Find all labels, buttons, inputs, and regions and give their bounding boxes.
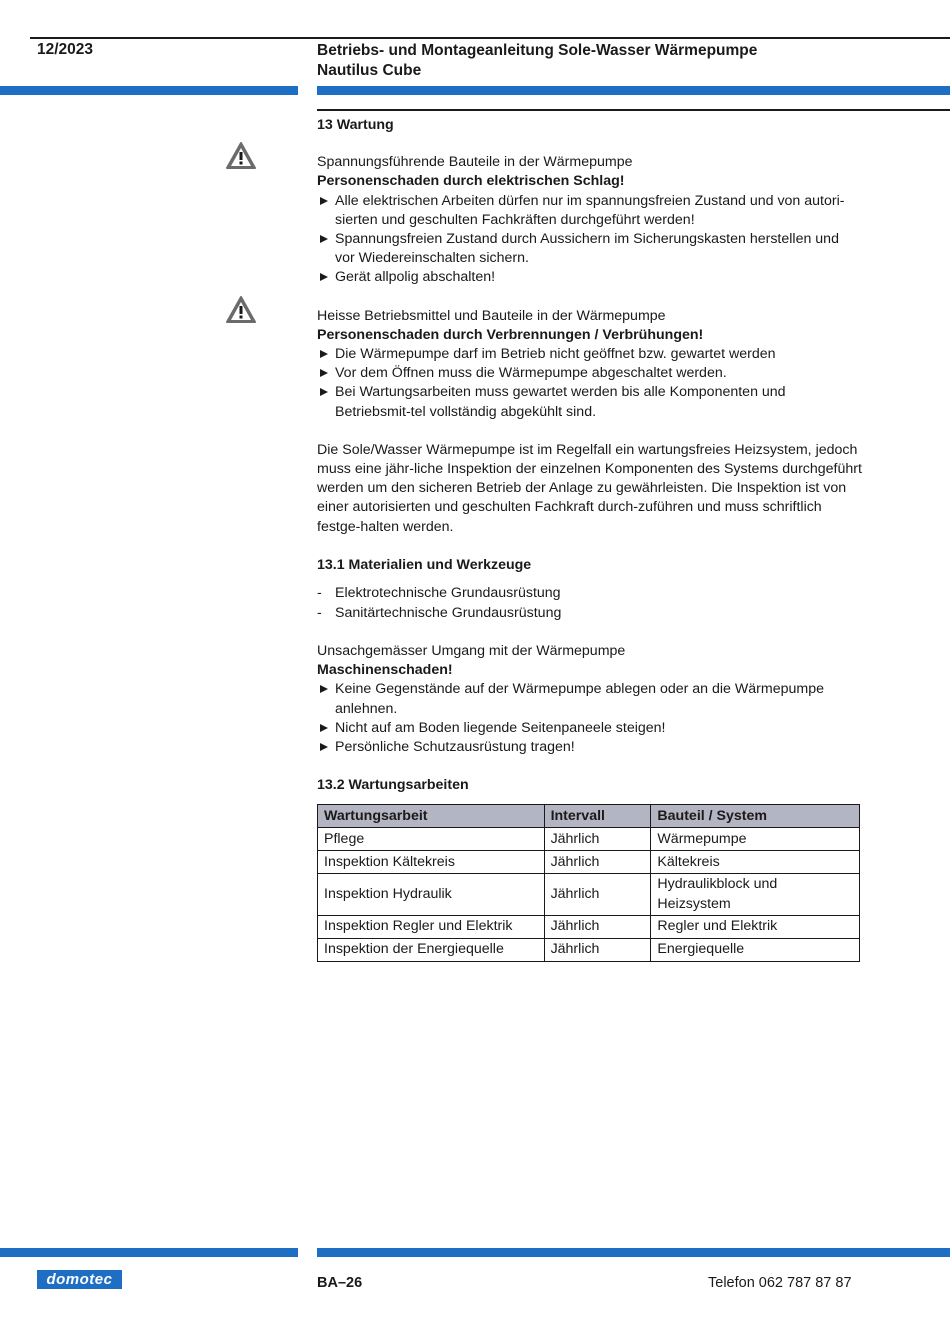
column-header: Intervall	[544, 805, 651, 828]
table-cell: Jährlich	[544, 828, 651, 851]
table-header-row	[318, 805, 860, 828]
table-row	[318, 828, 860, 851]
table-cell: Inspektion Hydraulik	[318, 874, 545, 915]
table-cell: Jährlich	[544, 938, 651, 961]
table-row	[318, 851, 860, 874]
warning-list	[317, 345, 862, 422]
notice-intro: Unsachgemässer Umgang mit der Wärmepumpe	[317, 643, 626, 660]
list-item: Nicht auf am Boden liegende Seitenpaneele steigen!	[317, 719, 862, 738]
list-item: Die Wärmepumpe darf im Betrieb nicht geöffnet bzw. gewartet werden	[317, 345, 862, 364]
list-item: Bei Wartungsarbeiten muss gewartet werden bis alle Komponenten und Betriebsmit-tel vollständig abgekühlt sind.	[317, 383, 862, 421]
list-item: Alle elektrischen Arbeiten dürfen nur im spannungsfreien Zustand und von autori-sierten und geschulten Fachkräften durchgeführt werden!	[317, 192, 862, 230]
notice-headline: Maschinenschaden!	[317, 662, 453, 679]
list-item: Spannungsfreien Zustand durch Aussichern im Sicherungskasten herstellen und vor Wiedereinschalten sichern.	[317, 230, 862, 268]
column-header: Bauteil / System	[651, 805, 860, 828]
warning-heat	[317, 307, 862, 422]
footer-accent-bar-left	[0, 1248, 298, 1257]
table-cell: Jährlich	[544, 851, 651, 874]
table-row	[318, 938, 860, 961]
warning-triangle-icon	[225, 141, 257, 170]
warning-headline: Personenschaden durch elektrischen Schlag!	[317, 173, 625, 190]
maintenance-table	[317, 804, 860, 961]
column-header: Wartungsarbeit	[318, 805, 545, 828]
list-item: Keine Gegenstände auf der Wärmepumpe ablegen oder an die Wärmepumpe anlehnen.	[317, 680, 862, 718]
header-accent-bar-left	[0, 86, 298, 95]
domotec-logo: domotec	[37, 1270, 122, 1289]
subsection-title-materials: 13.1 Materialien und Werkzeuge	[317, 556, 532, 573]
warning-headline: Personenschaden durch Verbrennungen / Verbrühungen!	[317, 326, 704, 343]
list-item: - Sanitärtechnische Grundausrüstung	[317, 604, 862, 624]
warning-intro: Spannungsführende Bauteile in der Wärmepumpe	[317, 154, 633, 171]
table-cell: Inspektion Kältekreis	[318, 851, 545, 874]
notice-list	[317, 680, 862, 757]
table-cell: Inspektion der Energiequelle	[318, 938, 545, 961]
section-title: 13 Wartung	[317, 117, 394, 133]
materials-list	[317, 584, 862, 623]
list-item: Vor dem Öffnen muss die Wärmepumpe abgeschaltet werden.	[317, 364, 862, 383]
footer-phone: Telefon 062 787 87 87	[708, 1275, 852, 1291]
header-accent-bar-right	[317, 86, 950, 95]
footer-accent-bar-right	[317, 1248, 950, 1257]
table-row	[318, 915, 860, 938]
main-content	[317, 116, 862, 962]
warning-triangle-icon	[225, 295, 257, 324]
page-number: BA–26	[317, 1275, 363, 1291]
warning-intro: Heisse Betriebsmittel und Bauteile in der Wärmepumpe	[317, 307, 666, 324]
list-item: Gerät allpolig abschalten!	[317, 268, 862, 287]
table-cell: Regler und Elektrik	[651, 915, 860, 938]
list-item: Persönliche Schutzausrüstung tragen!	[317, 738, 862, 757]
table-cell: Energiequelle	[651, 938, 860, 961]
warning-list	[317, 192, 862, 288]
header-top-rule	[30, 37, 950, 39]
document-date: 12/2023	[37, 41, 94, 58]
table-row	[318, 874, 860, 915]
list-item: - Elektrotechnische Grundausrüstung	[317, 584, 862, 604]
document-title-line-2: Nautilus Cube	[317, 62, 422, 79]
body-paragraph: Die Sole/Wasser Wärmepumpe ist im Regelfall ein wartungsfreies Heizsystem, jedoch muss eine jähr-liche Inspektion der einzelnen Komponenten des Systems durchgeführt werden um den sicheren Betrieb der Anlage zu gewährleisten. Die Inspektion ist von einer autorisierten und geschulten Fachkraft durch-zuführen und muss schriftlich festge-halten werden.	[317, 441, 862, 535]
notice-machine-damage	[317, 642, 862, 757]
subsection-title-maintenance: 13.2 Wartungsarbeiten	[317, 777, 469, 794]
table-cell: Wärmepumpe	[651, 828, 860, 851]
content-top-rule	[317, 109, 950, 111]
table-cell: Jährlich	[544, 874, 651, 915]
table-cell: Jährlich	[544, 915, 651, 938]
document-title-line-1: Betriebs- und Montageanleitung Sole-Wasser Wärmepumpe	[317, 42, 758, 59]
document-title	[317, 41, 757, 81]
table-cell: Kältekreis	[651, 851, 860, 874]
table-cell: Pflege	[318, 828, 545, 851]
warning-electric	[317, 153, 862, 287]
table-cell: Hydraulikblock und Heizsystem	[651, 874, 860, 915]
table-cell: Inspektion Regler und Elektrik	[318, 915, 545, 938]
